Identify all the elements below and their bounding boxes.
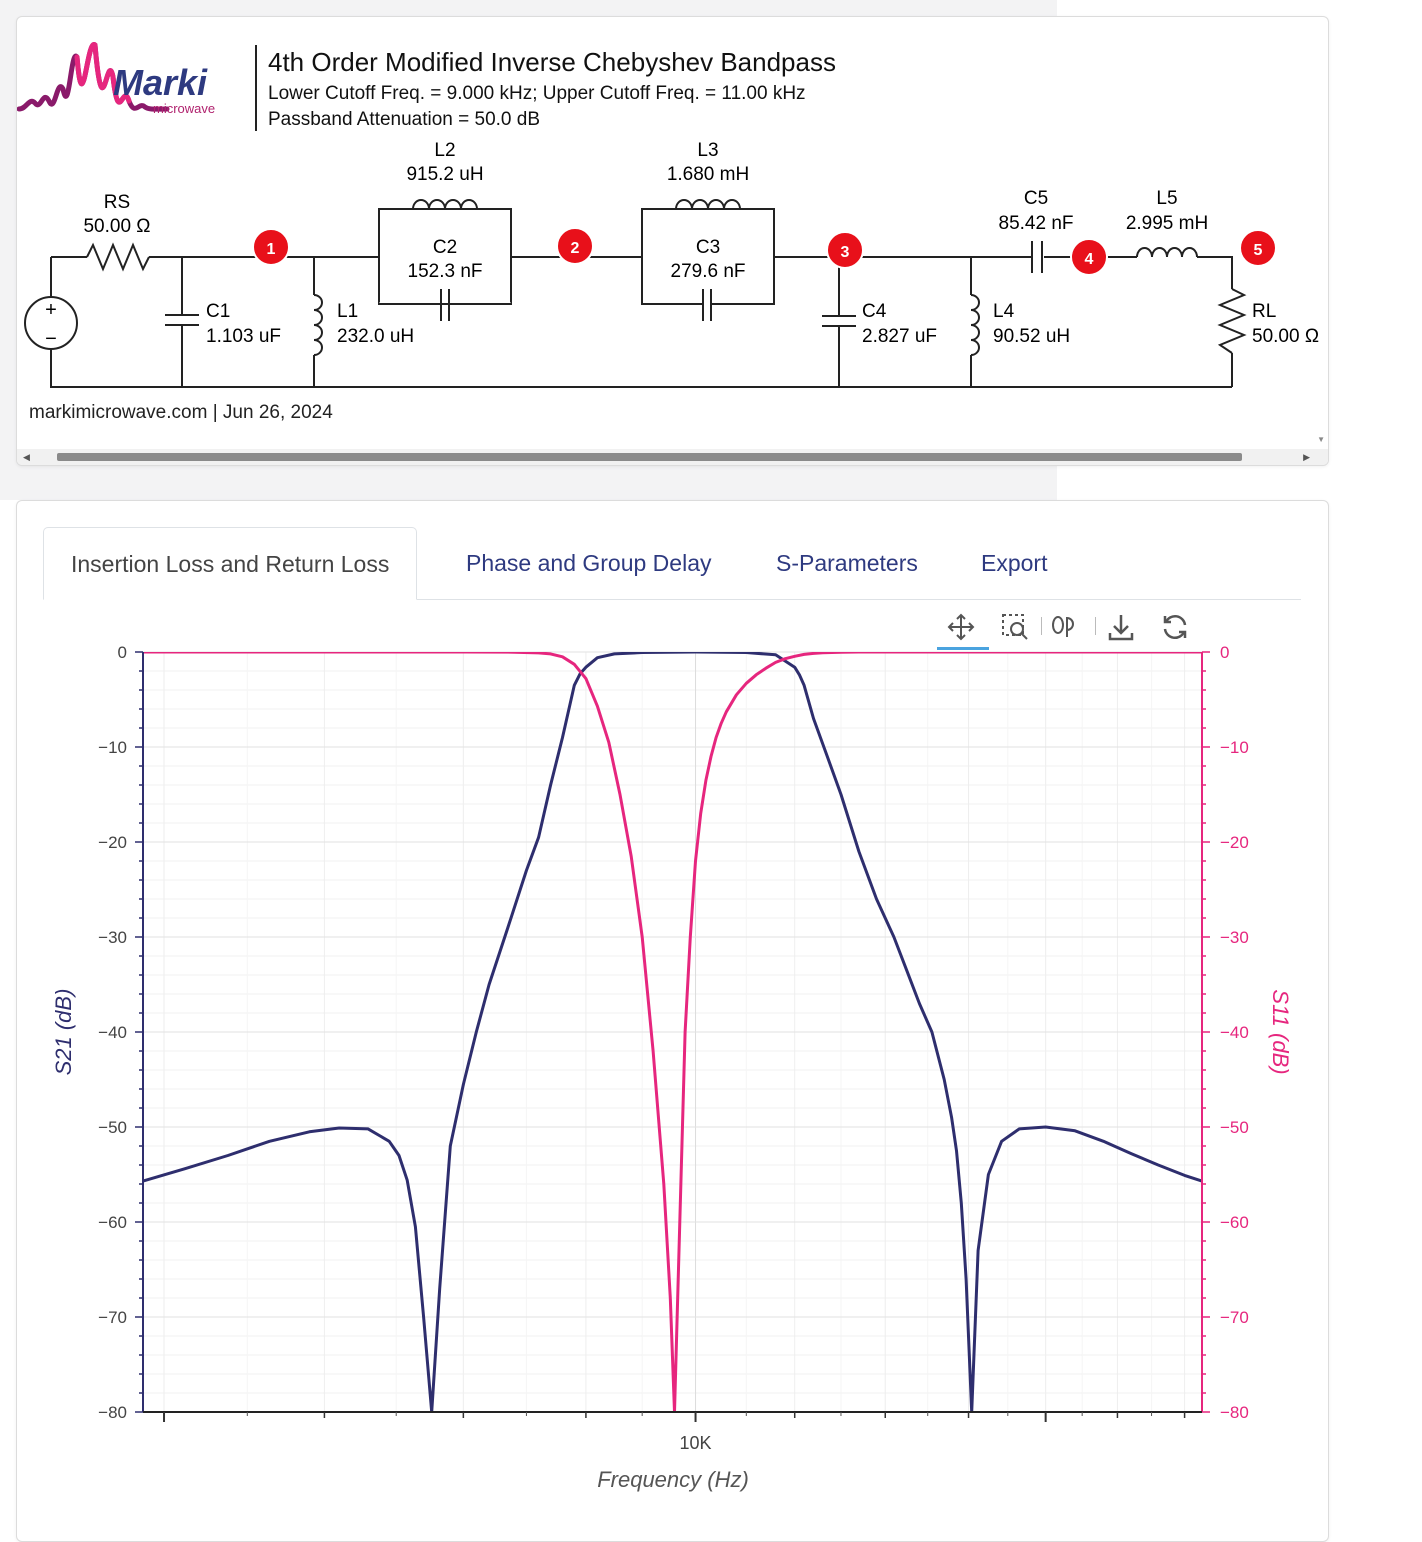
l5-value: 2.995 mH: [1125, 213, 1209, 234]
y-tick-label-left: −60: [98, 1213, 127, 1232]
l2-inductor[interactable]: [406, 140, 483, 209]
y-tick-label-left: −70: [98, 1308, 127, 1327]
brand-sub: microwave: [153, 101, 216, 116]
passband-atten-text: Passband Attenuation = 50.0 dB: [268, 109, 541, 130]
y-tick-label-right: 0: [1220, 643, 1230, 662]
l2-label: L2: [434, 140, 456, 161]
rl-label: RL: [1252, 301, 1277, 322]
svg-text:3: 3: [840, 244, 850, 261]
tab-export[interactable]: Export: [981, 550, 1048, 576]
c5-value: 85.42 nF: [998, 213, 1074, 234]
c2-value: 152.3 nF: [407, 261, 483, 282]
y-tick-label-right: −70: [1220, 1308, 1249, 1327]
y-axis-label-left: S21 (dB): [51, 988, 76, 1076]
y-tick-label-right: −40: [1220, 1023, 1249, 1042]
marki-logo: [19, 44, 215, 116]
scroll-right-icon[interactable]: ▶: [1303, 452, 1310, 462]
y-tick-label-left: −30: [98, 928, 127, 947]
svg-text:1: 1: [266, 241, 276, 258]
l2-value: 915.2 uH: [406, 164, 484, 185]
rs-resistor[interactable]: [83, 192, 150, 269]
y-tick-label-left: 0: [117, 643, 127, 662]
c2-label: C2: [432, 237, 458, 258]
c4-label: C4: [862, 301, 887, 322]
rl-value: 50.00 Ω: [1252, 326, 1320, 347]
y-tick-label-right: −80: [1220, 1403, 1249, 1422]
plot-axes: [143, 652, 1202, 1422]
c5-label: C5: [1023, 188, 1049, 209]
svg-text:4: 4: [1084, 251, 1094, 268]
y-tick-label-right: −20: [1220, 833, 1249, 852]
results-card: [16, 500, 1329, 1542]
rs-label: RS: [103, 192, 131, 213]
y-tick-label-right: −50: [1220, 1118, 1249, 1137]
c2-capacitor[interactable]: [379, 237, 511, 321]
scrollbar-thumb[interactable]: [57, 453, 1242, 461]
l5-inductor[interactable]: [1126, 188, 1208, 257]
l4-value: 90.52 uH: [993, 326, 1071, 347]
y-tick-label-left: −20: [98, 833, 127, 852]
l3-inductor[interactable]: [667, 140, 749, 209]
l3-value: 1.680 mH: [666, 164, 750, 185]
c3-label: C3: [695, 237, 721, 258]
c3-capacitor[interactable]: [671, 237, 746, 321]
svg-text:5: 5: [1253, 242, 1263, 259]
scroll-down-icon[interactable]: ▼: [1317, 435, 1325, 444]
schematic-card: [16, 16, 1329, 466]
schematic-footer: markimicrowave.com | Jun 26, 2024: [29, 402, 333, 423]
source-plus: +: [45, 299, 57, 321]
y-tick-label-left: −10: [98, 738, 127, 757]
x-tick-label-10k: 10K: [679, 1433, 712, 1453]
tab-phase-group-delay[interactable]: Phase and Group Delay: [466, 550, 712, 576]
scroll-left-icon[interactable]: ◀: [23, 452, 30, 462]
node-marker-1[interactable]: [253, 229, 289, 265]
tab-insertion-return-loss[interactable]: Insertion Loss and Return Loss: [43, 527, 417, 600]
l1-value: 232.0 uH: [337, 326, 415, 347]
c5-capacitor[interactable]: [999, 188, 1074, 273]
design-title: 4th Order Modified Inverse Chebyshev Bandpass: [268, 47, 836, 77]
y-ticks-right: [1202, 643, 1249, 1422]
tab-s-parameters[interactable]: S-Parameters: [776, 550, 918, 576]
c4-value: 2.827 uF: [862, 326, 937, 347]
source-minus: −: [45, 328, 57, 350]
l4-label: L4: [993, 301, 1015, 322]
c1-label: C1: [206, 301, 231, 322]
y-ticks-left: [98, 643, 143, 1422]
y-axis-label-right: S11 (dB): [1268, 989, 1293, 1075]
c3-value: 279.6 nF: [670, 261, 746, 282]
y-tick-label-left: −50: [98, 1118, 127, 1137]
y-tick-label-right: −60: [1220, 1213, 1249, 1232]
node-marker-4[interactable]: [1071, 239, 1107, 275]
node-marker-3[interactable]: [827, 232, 863, 268]
y-tick-label-left: −80: [98, 1403, 127, 1422]
rs-value: 50.00 Ω: [83, 216, 151, 237]
svg-text:2: 2: [570, 240, 580, 257]
cutoff-freq-text: Lower Cutoff Freq. = 9.000 kHz; Upper Cutoff Freq. = 11.00 kHz: [268, 83, 806, 104]
l3-label: L3: [697, 140, 719, 161]
node-marker-2[interactable]: [557, 228, 593, 264]
y-tick-label-right: −30: [1220, 928, 1249, 947]
x-axis-label: Frequency (Hz): [597, 1467, 749, 1492]
l1-label: L1: [337, 301, 359, 322]
node-marker-5[interactable]: [1240, 230, 1276, 266]
voltage-source[interactable]: [25, 297, 77, 350]
c1-value: 1.103 uF: [206, 326, 281, 347]
y-tick-label-right: −10: [1220, 738, 1249, 757]
insertion-return-loss-chart: [17, 501, 1328, 1501]
brand-name: Marki: [113, 62, 208, 103]
l4-inductor[interactable]: [971, 295, 1070, 355]
y-tick-label-left: −40: [98, 1023, 127, 1042]
schematic-wires: [51, 209, 1232, 387]
horizontal-scrollbar[interactable]: [17, 449, 1328, 465]
l5-label: L5: [1156, 188, 1178, 209]
schematic: [17, 17, 1328, 449]
rl-resistor[interactable]: [1220, 289, 1319, 353]
